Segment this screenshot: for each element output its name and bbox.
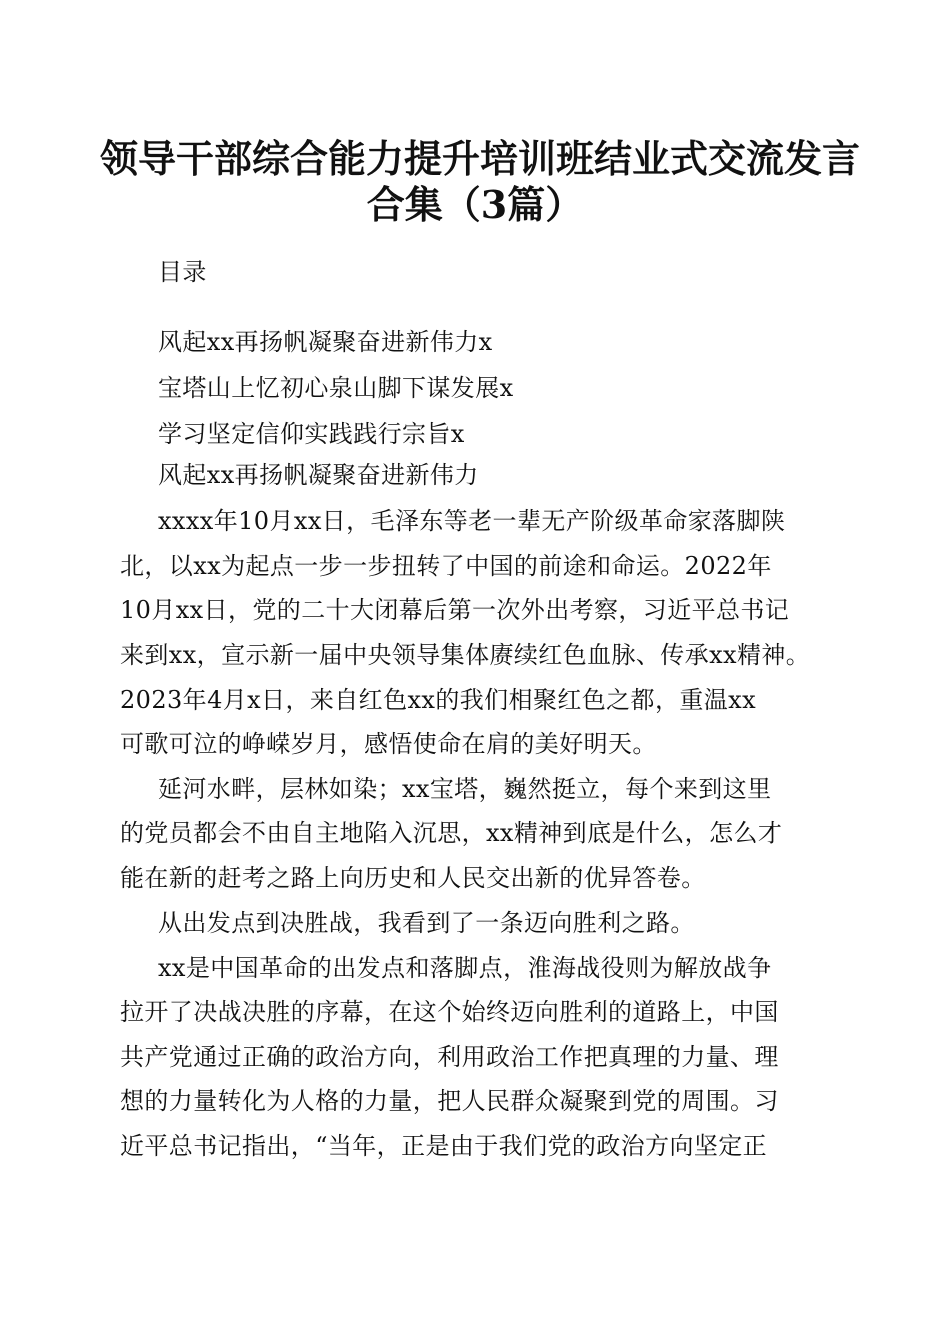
body-line: 从出发点到决胜战，我看到了一条迈向胜利之路。 bbox=[158, 909, 695, 937]
body-line: xx是中国革命的出发点和落脚点，淮海战役则为解放战争 bbox=[158, 954, 772, 982]
toc-item: 学习坚定信仰实践践行宗旨x bbox=[158, 420, 465, 448]
body-line: 近平总书记指出，“当年，正是由于我们党的政治方向坚定正 bbox=[120, 1132, 768, 1160]
body-line: 想的力量转化为人格的力量，把人民群众凝聚到党的周围。习 bbox=[120, 1087, 779, 1115]
body-line: 2023年4月x日，来自红色xx的我们相聚红色之都，重温xx bbox=[120, 686, 757, 714]
body-line: 可歌可泣的峥嵘岁月，感悟使命在肩的美好明天。 bbox=[120, 730, 657, 758]
body-line: 来到xx，宣示新一届中央领导集体赓续红色血脉、传承xx精神。 bbox=[120, 641, 811, 669]
toc-item: 宝塔山上忆初心泉山脚下谋发展x bbox=[158, 374, 514, 402]
body-line: xxxx年10月xx日，毛泽东等老一辈无产阶级革命家落脚陕 bbox=[158, 507, 786, 535]
body-line: 能在新的赶考之路上向历史和人民交出新的优异答卷。 bbox=[120, 864, 706, 892]
section-title: 风起xx再扬帆凝聚奋进新伟力 bbox=[158, 461, 479, 489]
document-title-line-2: 合集（3篇） bbox=[366, 182, 584, 227]
toc-heading: 目录 bbox=[158, 258, 207, 286]
body-line: 北，以xx为起点一步一步扭转了中国的前途和命运。2022年 bbox=[120, 552, 772, 580]
body-line: 共产党通过正确的政治方向，利用政治工作把真理的力量、理 bbox=[120, 1043, 779, 1071]
body-line: 的党员都会不由自主地陷入沉思，xx精神到底是什么，怎么才 bbox=[120, 819, 783, 847]
toc-item: 风起xx再扬帆凝聚奋进新伟力x bbox=[158, 328, 493, 356]
body-line: 延河水畔，层林如染；xx宝塔，巍然挺立，每个来到这里 bbox=[158, 775, 772, 803]
document-title-line-1: 领导干部综合能力提升培训班结业式交流发言 bbox=[100, 136, 861, 181]
body-line: 10月xx日，党的二十大闭幕后第一次外出考察，习近平总书记 bbox=[120, 596, 790, 624]
body-line: 拉开了决战决胜的序幕，在这个始终迈向胜利的道路上，中国 bbox=[120, 998, 779, 1026]
